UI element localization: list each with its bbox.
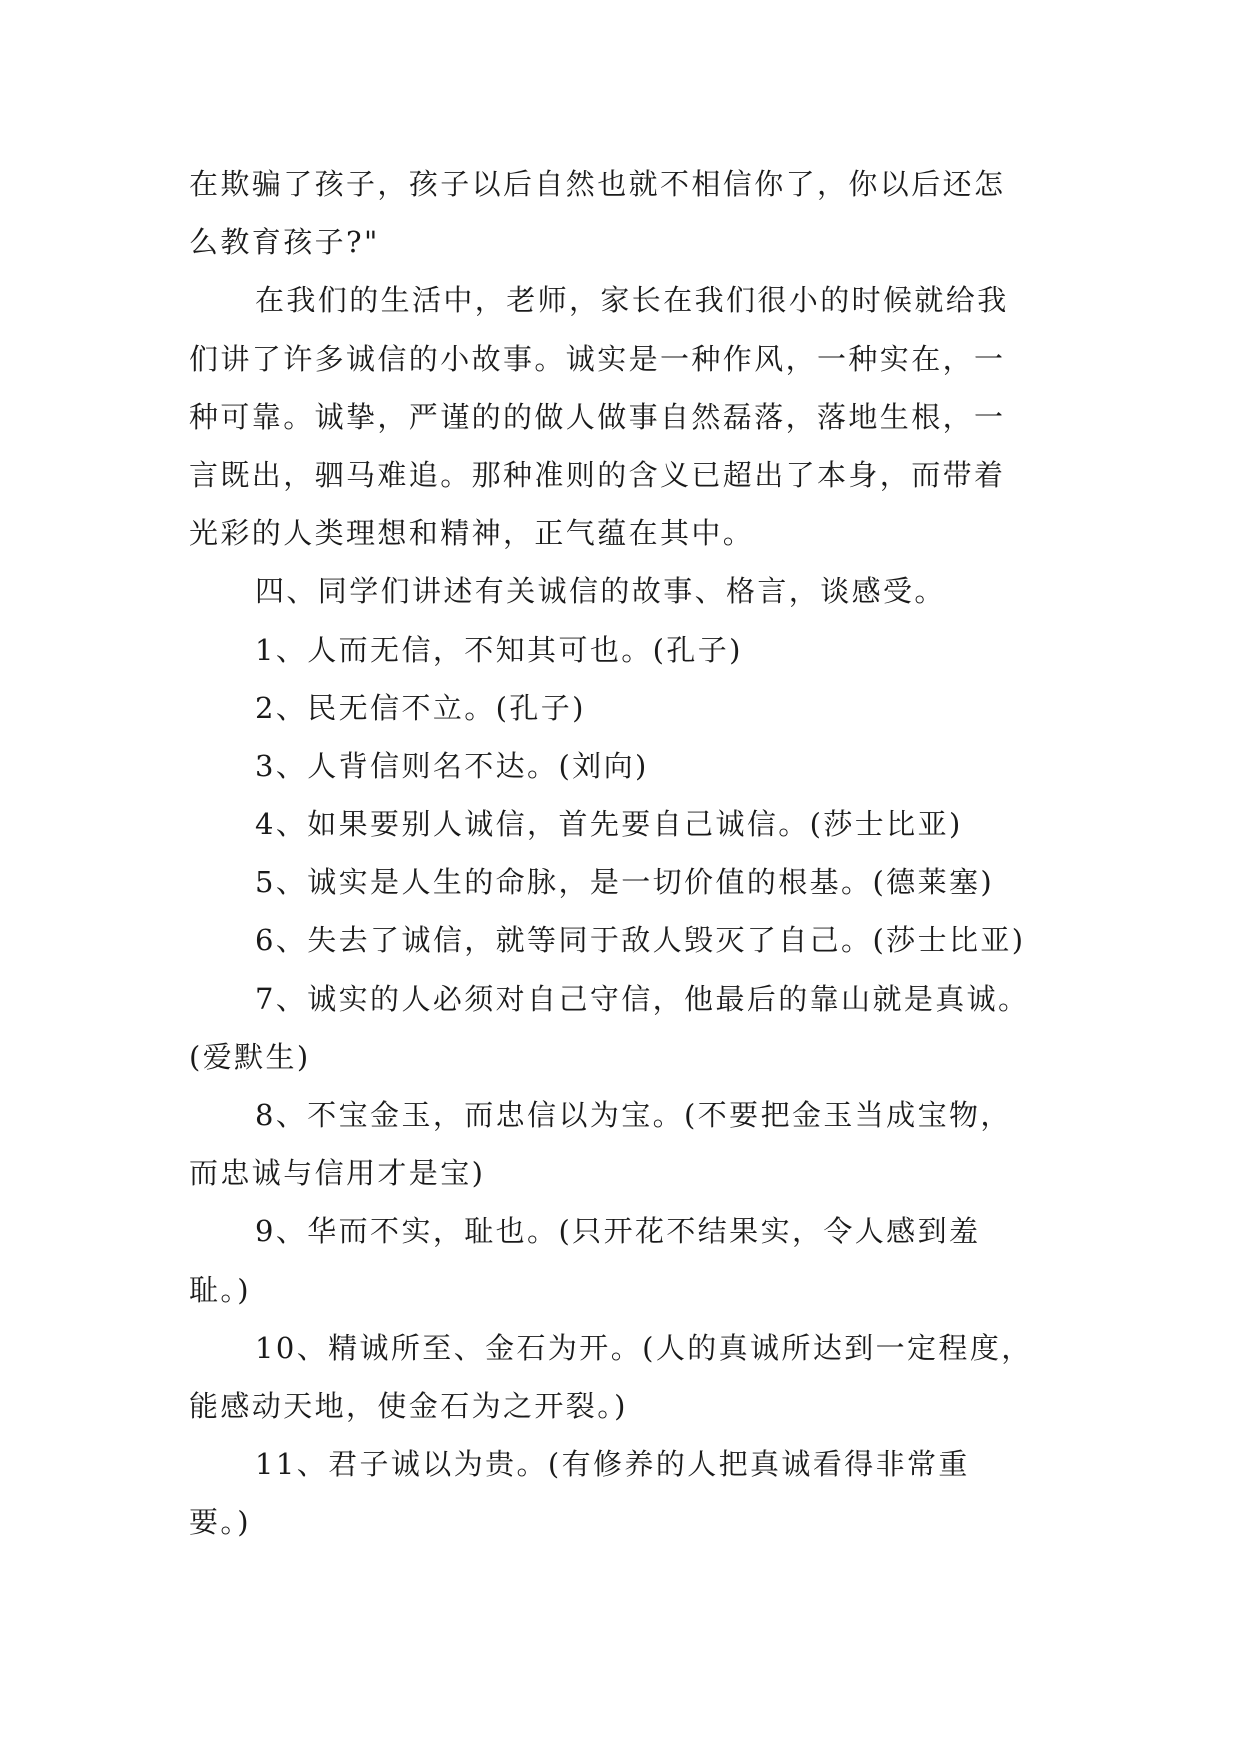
quote-item-4: 4、如果要别人诚信，首先要自己诚信。(莎士比亚) bbox=[255, 807, 963, 842]
text-line: 么教育孩子?" bbox=[189, 225, 380, 260]
quote-item-6: 6、失去了诚信，就等同于敌人毁灭了自己。(莎士比亚) bbox=[255, 923, 1026, 958]
quote-item-3: 3、人背信则名不达。(刘向) bbox=[255, 748, 649, 783]
text-line: 在欺骗了孩子，孩子以后自然也就不相信你了，你以后还怎 bbox=[189, 167, 1006, 201]
quote-item-5: 5、诚实是人生的命脉，是一切价值的根基。(德莱塞) bbox=[255, 865, 995, 900]
quote-item-2: 2、民无信不立。(孔子) bbox=[255, 690, 586, 725]
quote-item-11: 11、君子诚以为贵。(有修养的人把真诚看得非常重 bbox=[255, 1447, 970, 1482]
paragraph-start-line: 在我们的生活中，老师，家长在我们很小的时候就给我 bbox=[255, 283, 1009, 318]
text-line: 光彩的人类理想和精神，正气蕴在其中。 bbox=[189, 516, 755, 551]
quote-item-11-continued: 要。) bbox=[189, 1505, 252, 1540]
quote-item-10-continued: 能感动天地，使金石为之开裂。) bbox=[189, 1388, 628, 1423]
text-line: 们讲了许多诚信的小故事。诚实是一种作风，一种实在，一 bbox=[189, 341, 1006, 376]
text-line: 种可靠。诚挚，严谨的的做人做事自然磊落，落地生根，一 bbox=[189, 399, 1006, 434]
document-body bbox=[189, 155, 1059, 1552]
quote-item-7-continued: (爱默生) bbox=[189, 1039, 311, 1074]
quote-item-8-continued: 而忠诚与信用才是宝) bbox=[189, 1156, 486, 1191]
section-heading: 四、同学们讲述有关诚信的故事、格言，谈感受。 bbox=[255, 574, 946, 609]
quote-item-7: 7、诚实的人必须对自己守信，他最后的靠山就是真诚。 bbox=[255, 981, 1030, 1016]
quote-item-8: 8、不宝金玉，而忠信以为宝。(不要把金玉当成宝物， bbox=[255, 1098, 1012, 1132]
quote-item-1: 1、人而无信，不知其可也。(孔子) bbox=[255, 632, 743, 667]
quote-item-10: 10、精诚所至、金石为开。(人的真诚所达到一定程度， bbox=[255, 1330, 1033, 1365]
text-line: 言既出，驷马难追。那种准则的含义已超出了本身，而带着 bbox=[189, 457, 1006, 492]
quote-item-9: 9、华而不实，耻也。(只开花不结果实，令人感到羞 bbox=[255, 1214, 981, 1249]
quote-item-9-continued: 耻。) bbox=[189, 1272, 252, 1307]
